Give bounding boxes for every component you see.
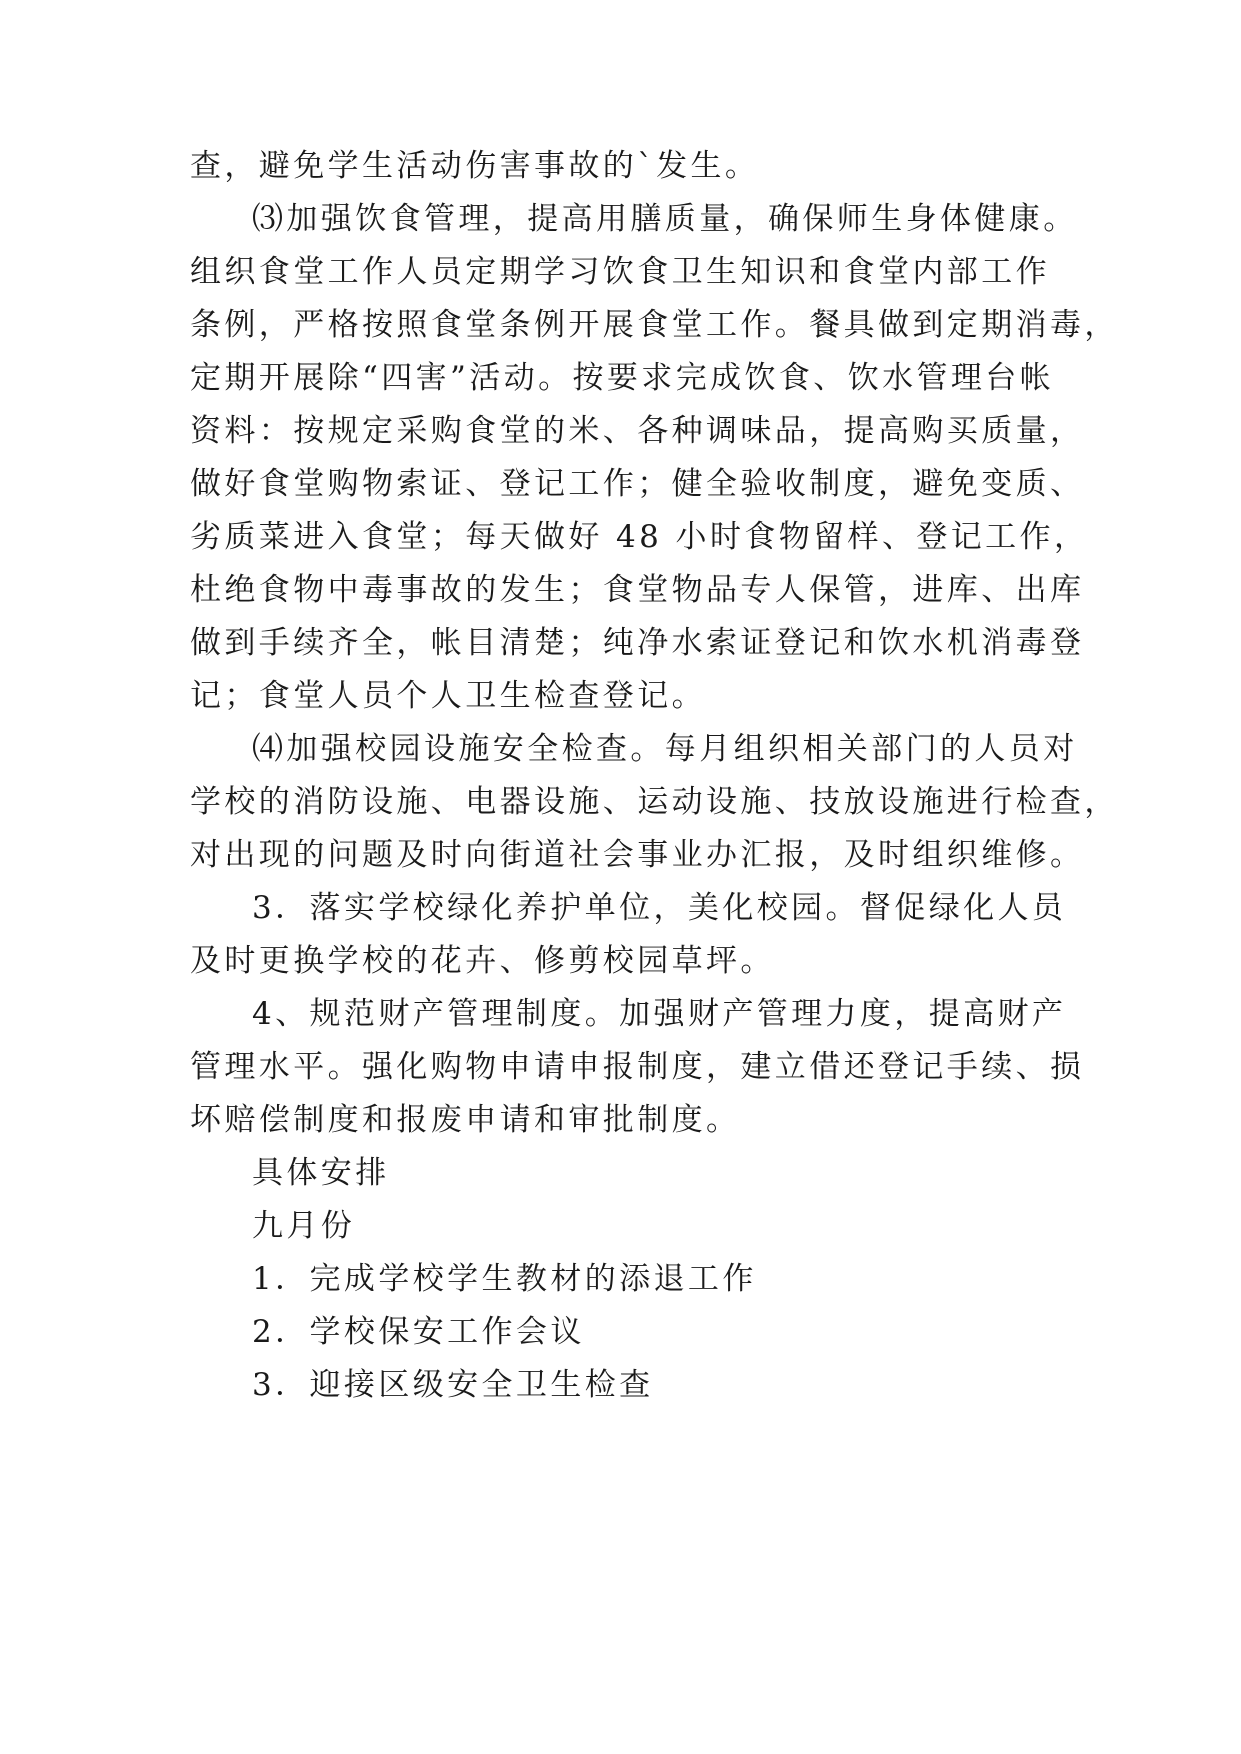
text-line: 管理水平。强化购物申请申报制度，建立借还登记手续、损: [190, 1049, 1085, 1085]
list-item: 1．完成学校学生教材的添退工作: [252, 1261, 757, 1297]
text-line: 组织食堂工作人员定期学习饮食卫生知识和食堂内部工作: [190, 254, 1050, 290]
text-line: 做好食堂购物索证、登记工作；健全验收制度，避免变质、: [190, 466, 1085, 502]
text-line: 3．落实学校绿化养护单位，美化校园。督促绿化人员: [252, 890, 1067, 926]
text-line: 记；食堂人员个人卫生检查登记。: [190, 678, 706, 714]
text-line: 4、规范财产管理制度。加强财产管理力度，提高财产: [252, 996, 1067, 1032]
text-line: 做到手续齐全，帐目清楚；纯净水索证登记和饮水机消毒登: [190, 625, 1085, 661]
list-item: 2．学校保安工作会议: [252, 1314, 585, 1350]
text-line: 资料：按规定采购食堂的米、各种调味品，提高购买质量，: [190, 413, 1085, 449]
month-heading: 九月份: [252, 1208, 356, 1244]
text-line: ⑷加强校园设施安全检查。每月组织相关部门的人员对: [252, 731, 1078, 767]
text-line: 定期开展除“四害”活动。按要求完成饮食、饮水管理台帐: [190, 360, 1055, 396]
text-line: 条例，严格按照食堂条例开展食堂工作。餐具做到定期消毒，: [190, 307, 1119, 343]
text-line: 对出现的问题及时向街道社会事业办汇报，及时组织维修。: [190, 837, 1085, 873]
list-item: 3．迎接区级安全卫生检查: [252, 1367, 654, 1403]
text-line: 学校的消防设施、电器设施、运动设施、技放设施进行检查，: [190, 784, 1119, 820]
text-line: 劣质菜进入食堂；每天做好 48 小时食物留样、登记工作，: [190, 519, 1089, 555]
text-line: 杜绝食物中毒事故的发生；食堂物品专人保管，进库、出库: [190, 572, 1085, 608]
text-line: ⑶加强饮食管理，提高用膳质量，确保师生身体健康。: [252, 201, 1078, 237]
text-line: 查，避免学生活动伤害事故的`发生。: [190, 148, 760, 184]
section-heading: 具体安排: [252, 1155, 390, 1191]
text-line: 坏赔偿制度和报废申请和审批制度。: [190, 1102, 741, 1138]
text-line: 及时更换学校的花卉、修剪校园草坪。: [190, 943, 775, 979]
